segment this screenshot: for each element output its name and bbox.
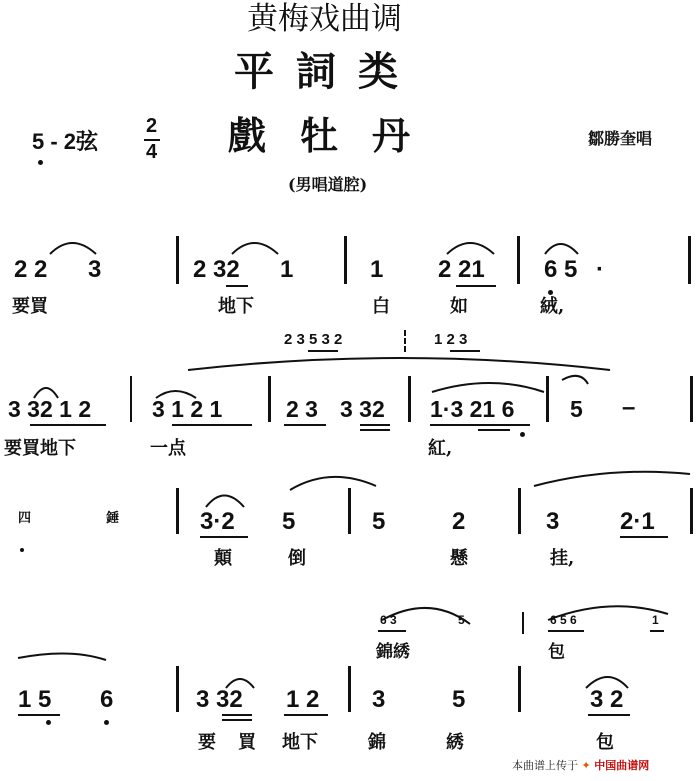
l4-note-4: 1 2 [286,686,320,713]
variant2-lyric-1: 錦綉 [376,642,410,662]
barline [348,488,351,534]
underline [478,429,510,431]
l1-lyric-5: 絨, [540,296,565,317]
flame-logo-icon: ✦ [581,759,591,772]
underline [18,714,60,716]
l1-lyric-2: 地下 [218,296,254,317]
variant2-d: 1 [652,613,659,627]
l4-note-2: 6 [100,686,114,713]
underline [378,630,406,632]
l4-note-5: 3 [372,686,386,713]
underline [548,630,584,632]
l3-left-2: 錘 [106,511,120,526]
l3-note-1: 3·2 [200,508,235,535]
l3-note-5: 3 [546,508,560,535]
barline [517,236,520,284]
l2-note-5: 1·3 21 6 [430,396,515,422]
low-dot [46,720,51,725]
underline [308,350,338,352]
category-title: 平詞类 [234,48,420,95]
l4-lyric-5: 綉 [446,732,464,753]
l3-left-1: 四 [18,511,32,526]
l4-note-1: 1 5 [18,686,52,713]
l4-lyric-6: 包 [596,732,614,753]
underline [456,285,496,287]
footer-prefix: 本曲谱上传于 [512,759,578,772]
l2-lyric-2: 一点 [150,438,186,459]
underline [650,630,664,632]
l1-lyric-1: 要買 [12,296,48,317]
l2-note-2: 3 1 2 1 [152,396,223,422]
barline [546,376,549,422]
underline [284,714,328,716]
barline [176,488,179,534]
l3-lyric-1: 顛 [214,548,232,569]
l3-note-4: 2 [452,508,466,535]
footer-watermark [512,757,649,773]
l4-note-7: 3 2 [590,686,624,713]
l1-note-6: 2 21 [438,256,485,283]
l3-note-3: 5 [372,508,386,535]
barline [348,666,351,712]
time-signature-num: 2 [146,115,158,137]
l1-note-7: 6 5 [544,256,578,283]
l1-note-3: 2 32 [193,256,240,283]
dashed-barline [404,330,406,352]
variant2-b: 5 [458,613,465,627]
l3-note-6: 2·1 [620,508,655,535]
low-dot [20,548,24,552]
l1-note-2: 3 [88,256,102,283]
underline [450,350,480,352]
l4-lyric-3: 地下 [282,732,318,753]
l3-note-2: 5 [282,508,296,535]
underline [30,424,106,426]
l4-lyric-2: 買 [238,732,256,753]
low-dot [548,290,553,295]
underline [200,536,248,538]
l3-lyric-2: 倒 [288,548,306,569]
l3-lyric-4: 挂, [550,548,575,569]
underline [284,424,326,426]
key-prefix: 5 - 2弦 [32,129,99,154]
underline [360,429,390,431]
l2-note-6: 5 [570,396,583,422]
underline [222,714,252,716]
underline [172,424,252,426]
variant2-c: 6 5 6 [550,613,577,627]
variant2-a: 6 3 [380,613,397,627]
underline [620,536,668,538]
underline [222,719,252,721]
l2-note-7: – [622,394,636,421]
barline [408,376,411,422]
underline [360,424,390,426]
l1-note-5: 1 [370,256,384,283]
barline [688,236,691,284]
barline [268,376,271,422]
footer-brand: 中国曲谱网 [594,759,650,772]
low-dot [104,720,109,725]
barline [522,612,524,634]
l2-note-3: 2 3 [286,396,318,422]
barline [176,236,179,284]
l3-lyric-3: 懸 [450,548,468,569]
l2-lyric-3: 紅, [428,438,453,459]
variant1-b: 1 2 3 [434,331,468,348]
l1-lyric-4: 如 [450,296,468,317]
time-signature-den: 4 [146,141,158,163]
barline [518,666,521,712]
style-note: (男唱道腔) [288,175,368,194]
barline [130,376,132,422]
low-dot [520,432,525,437]
l4-lyric-1: 要 [198,732,216,753]
l4-lyric-4: 錦 [368,732,386,753]
l1-lyric-3: 白 [372,296,390,317]
underline [430,424,530,426]
l2-note-4: 3 32 [340,396,385,422]
genre-title: 黄梅戏曲调 [247,1,402,37]
barline [518,488,521,534]
l4-note-6: 5 [452,686,466,713]
barline [176,666,179,712]
barline [690,488,693,534]
variant1-a: 2 3 5 3 2 [284,331,343,348]
l1-note-4: 1 [280,256,294,283]
l1-note-1: 2 2 [14,256,48,283]
l1-note-8: · [596,256,604,283]
l2-note-1: 3 32 1 2 [8,396,92,422]
variant2-lyric-2: 包 [548,642,565,662]
underline [588,714,630,716]
barline [690,376,693,422]
l2-lyric-1: 要買地下 [4,438,76,459]
performer: 鄒勝奎唱 [588,129,653,148]
underline [226,285,248,287]
l4-note-3: 3 32 [196,686,243,713]
song-title: 戲牡丹 [228,113,445,158]
barline [344,236,347,284]
